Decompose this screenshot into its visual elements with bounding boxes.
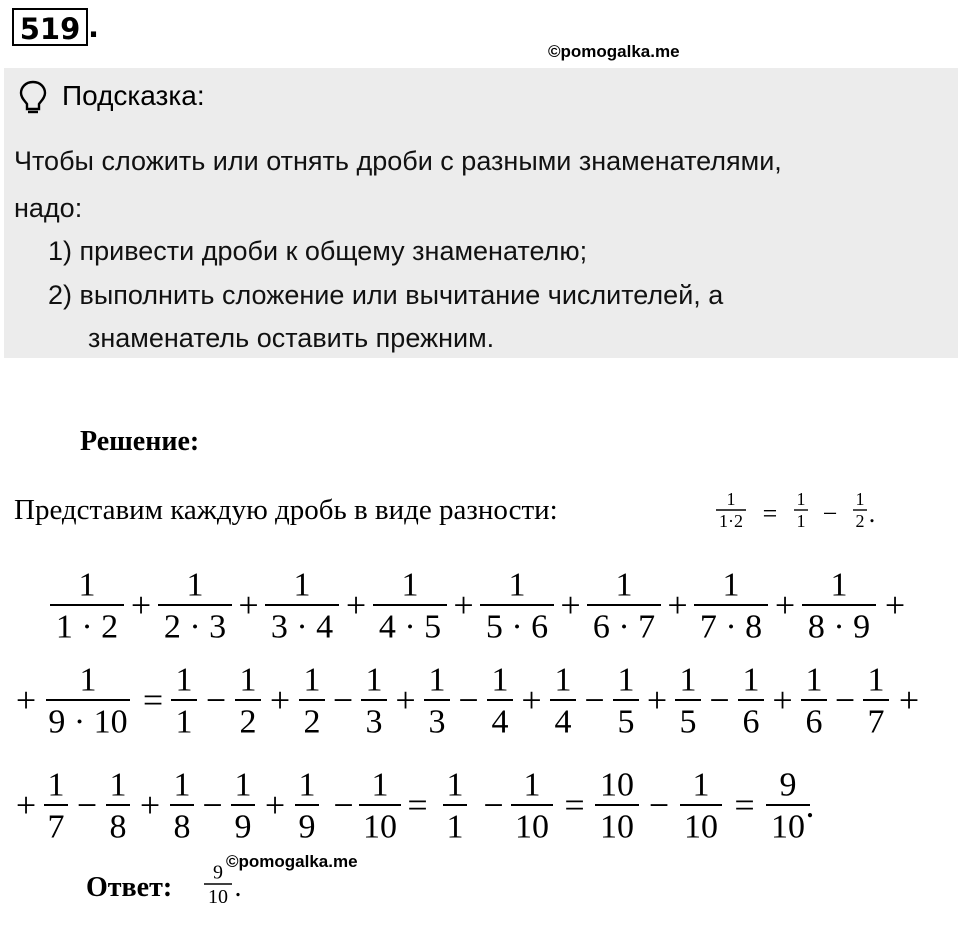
row3-fraction-9-numerator: 10: [600, 766, 634, 804]
row1-fraction-1-denominator: 1 · 2: [55, 608, 119, 646]
row2-fraction-12-denominator: 7: [867, 703, 885, 741]
row2-fraction-9-numerator: 1: [679, 661, 697, 699]
row2-op-7: −: [584, 680, 605, 720]
row3-op-7: −: [483, 785, 504, 825]
row3-op-9: −: [648, 785, 670, 825]
row2-op-1: −: [205, 680, 227, 720]
row3-fraction-5-denominator: 9: [298, 808, 316, 846]
row1-plus-4: +: [453, 585, 474, 625]
row2-op-2: +: [269, 680, 291, 720]
row2-plus-end: +: [898, 680, 920, 720]
row2-fraction-3-denominator: 2: [303, 703, 321, 741]
row2-op-3: −: [332, 680, 354, 720]
row3-fraction-10-denominator: 10: [684, 808, 718, 846]
row3-op-2: +: [139, 785, 161, 825]
row3-fraction-2-denominator: 8: [109, 808, 127, 846]
row2-fraction-1-denominator: 1: [175, 703, 193, 741]
row2-fraction-2-denominator: 2: [239, 703, 257, 741]
row1-fraction-4-denominator: 4 · 5: [378, 608, 442, 646]
row2-fraction-7-numerator: 1: [554, 661, 572, 699]
row1-fraction-5-numerator: 1: [508, 566, 526, 604]
row2-fraction-4-numerator: 1: [365, 661, 383, 699]
row3-fraction-10-numerator: 1: [692, 766, 710, 804]
row2-op-4: +: [395, 680, 416, 720]
row3-period: .: [805, 785, 815, 825]
hint-step-2: 2) выполнить сложение или вычитание числителей, а: [48, 280, 724, 310]
row1-fraction-7-numerator: 1: [722, 566, 740, 604]
hint-line-2: надо:: [14, 193, 83, 223]
row3-op-4: +: [264, 785, 286, 825]
row3-op-3: −: [202, 785, 223, 825]
row1-plus-end: +: [884, 585, 906, 625]
row1-plus-3: +: [345, 585, 367, 625]
example-fraction-lhs-denominator: 1·2: [719, 511, 743, 532]
row2-fraction-11-denominator: 6: [805, 703, 823, 741]
row2-fraction-11-numerator: 1: [805, 661, 823, 699]
row3-fraction-8-denominator: 10: [515, 808, 549, 846]
watermark-top: ©pomogalka.me: [548, 42, 680, 61]
row2-op-6: +: [521, 680, 542, 720]
row2-fraction-4-denominator: 3: [365, 703, 383, 741]
example-fraction-lhs-numerator: 1: [726, 488, 736, 509]
row2-op-10: +: [772, 680, 793, 720]
hint-step-2-cont: знаменатель оставить прежним.: [88, 323, 495, 353]
example-period: .: [868, 499, 876, 528]
row3-op-5: −: [333, 785, 354, 825]
row2-op-5: −: [458, 680, 479, 720]
example-fraction-r2-numerator: 1: [855, 488, 865, 509]
row3-fraction-4-denominator: 9: [234, 808, 252, 846]
row3-op-1: −: [76, 785, 98, 825]
row2-fraction-7-denominator: 4: [554, 703, 572, 741]
row2-fraction-6-numerator: 1: [491, 661, 509, 699]
row3-fraction-11-numerator: 9: [779, 766, 797, 804]
row3-fraction-6-numerator: 1: [371, 766, 389, 804]
row3-plus-start: +: [15, 785, 37, 825]
row2-fraction-12-numerator: 1: [867, 661, 885, 699]
row3-fraction-6-denominator: 10: [363, 808, 397, 846]
row2-fraction-1-numerator: 1: [175, 661, 193, 699]
row2-equals: =: [142, 680, 164, 720]
row1-plus-7: +: [774, 585, 796, 625]
solution-intro: Представим каждую дробь в виде разности:: [14, 494, 558, 526]
row2-fraction-8-numerator: 1: [617, 661, 635, 699]
row2-fraction-3-numerator: 1: [303, 661, 321, 699]
row3-fraction-9-denominator: 10: [600, 808, 634, 846]
example-equals: =: [762, 499, 778, 528]
row2-fraction-10-denominator: 6: [742, 703, 760, 741]
row3-op-8: =: [564, 785, 585, 825]
row1-fraction-8-denominator: 8 · 9: [807, 608, 871, 646]
row2-fraction-5-denominator: 3: [428, 703, 446, 741]
example-fraction-r2-denominator: 2: [855, 511, 865, 532]
hint-step-1: 1) привести дроби к общему знаменателю;: [48, 236, 588, 266]
answer-label: Ответ:: [86, 872, 173, 903]
row1-fraction-2-denominator: 2 · 3: [163, 608, 227, 646]
row3-fraction-7-numerator: 1: [446, 766, 464, 804]
row2-fraction-2-numerator: 1: [239, 661, 257, 699]
row2-fraction-first-denominator: 9 · 10: [48, 703, 128, 741]
row2-op-11: −: [834, 680, 856, 720]
row3-fraction-11-denominator: 10: [771, 808, 805, 846]
row3-fraction-5-numerator: 1: [298, 766, 316, 804]
example-minus: −: [822, 499, 838, 528]
row3-fraction-4-numerator: 1: [234, 766, 252, 804]
row2-fraction-9-denominator: 5: [679, 703, 697, 741]
answer-fraction-denominator: 10: [208, 886, 228, 908]
row1-fraction-8-numerator: 1: [830, 566, 848, 604]
answer-fraction-numerator: 9: [213, 861, 223, 884]
answer-period: .: [234, 872, 242, 903]
row1-fraction-7-denominator: 7 · 8: [699, 608, 763, 646]
row1-fraction-6-denominator: 6 · 7: [592, 608, 656, 646]
row1-fraction-5-denominator: 5 · 6: [485, 608, 549, 646]
row1-plus-1: +: [130, 585, 152, 625]
row3-fraction-1-numerator: 1: [47, 766, 65, 804]
row2-fraction-10-numerator: 1: [742, 661, 760, 699]
row3-op-6: =: [407, 785, 428, 825]
row1-fraction-1-numerator: 1: [78, 566, 96, 604]
solution-title: Решение:: [80, 426, 200, 457]
row2-fraction-5-numerator: 1: [428, 661, 446, 699]
row1-plus-6: +: [667, 585, 688, 625]
row3-fraction-1-denominator: 7: [47, 808, 65, 846]
problem-number-dot: .: [88, 10, 100, 44]
row3-fraction-8-numerator: 1: [523, 766, 541, 804]
row3-fraction-2-numerator: 1: [109, 766, 127, 804]
row2-fraction-first-numerator: 1: [79, 661, 97, 699]
row1-fraction-3-denominator: 3 · 4: [270, 608, 334, 646]
row2-fraction-6-denominator: 4: [491, 703, 509, 741]
row1-fraction-6-numerator: 1: [615, 566, 633, 604]
row3-fraction-3-numerator: 1: [173, 766, 191, 804]
row1-plus-2: +: [238, 585, 259, 625]
row2-fraction-8-denominator: 5: [617, 703, 635, 741]
example-fraction-r1-denominator: 1: [796, 511, 806, 532]
row3-fraction-3-denominator: 8: [173, 808, 191, 846]
watermark-bottom: ©pomogalka.me: [226, 852, 358, 871]
problem-number: 519: [12, 8, 88, 46]
hint-line-1: Чтобы сложить или отнять дроби с разными знаменателями,: [14, 146, 782, 176]
row2-op-8: +: [646, 680, 668, 720]
hint-title: Подсказка:: [62, 80, 205, 111]
row2-op-9: −: [709, 680, 730, 720]
row2-plus-start: +: [15, 680, 37, 720]
row1-fraction-2-numerator: 1: [186, 566, 204, 604]
example-fraction-r1-numerator: 1: [796, 488, 806, 509]
row3-fraction-7-denominator: 1: [446, 808, 464, 846]
row3-op-10: =: [734, 785, 755, 825]
row1-fraction-3-numerator: 1: [293, 566, 311, 604]
row1-plus-5: +: [560, 585, 581, 625]
row1-fraction-4-numerator: 1: [401, 566, 419, 604]
